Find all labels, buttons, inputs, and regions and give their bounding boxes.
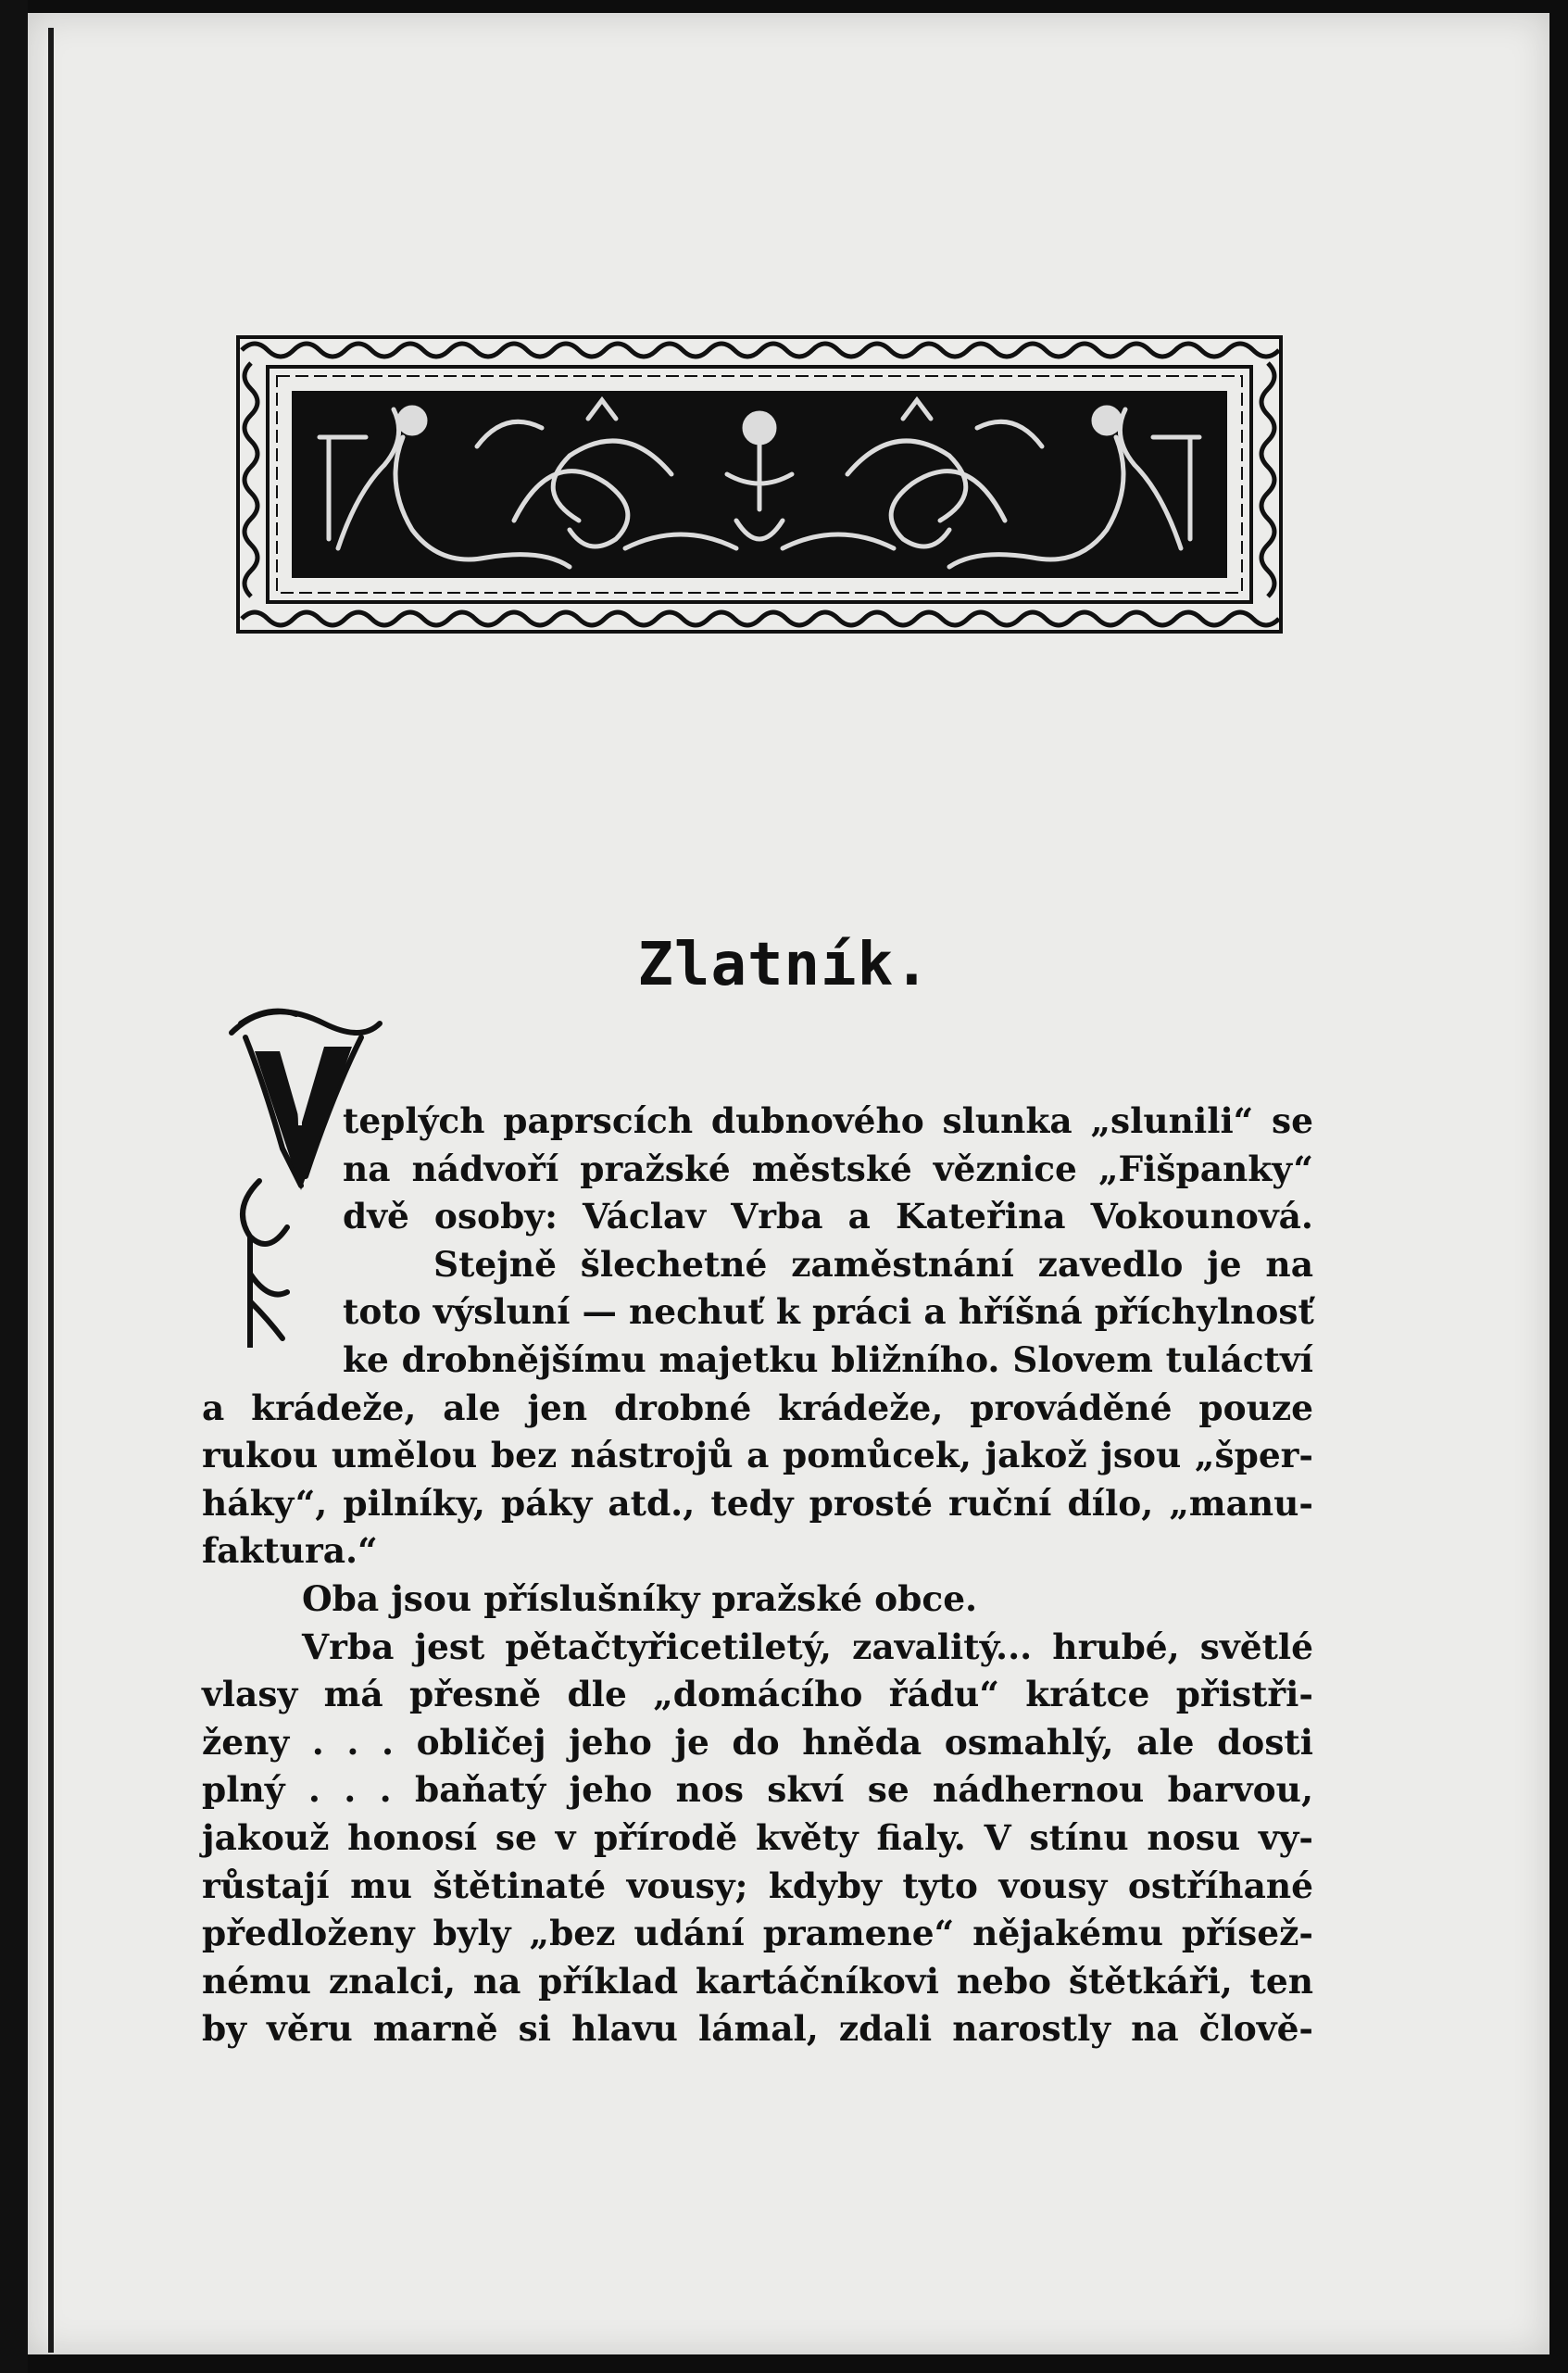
text-line: faktura.“ <box>202 1530 378 1572</box>
text-line: ženy . . . obličej jeho je do hněda osmahlý, ale dosti <box>202 1721 1313 1763</box>
page-edge-line <box>48 28 54 2353</box>
text-line: na nádvoří pražské městské věznice „Fišpanky“ <box>343 1148 1313 1189</box>
text-line: a krádeže, ale jen drobné krádeže, prováděné pouze <box>202 1387 1313 1428</box>
body-text <box>202 1098 1313 2053</box>
text-line: teplých paprscích dubnového slunka „slunili“ se <box>343 1100 1313 1141</box>
text-line: Vrba jest pětačtyřicetiletý, zavalitý... hrubé, světlé <box>302 1626 1313 1667</box>
text-line: nému znalci, na příklad kartáčníkovi nebo štětkáři, ten <box>202 1960 1313 2002</box>
text-line: dvě osoby: Václav Vrba a Kateřina Vokounová. <box>343 1196 1313 1237</box>
book-spine <box>0 0 28 2373</box>
text-line: předloženy byly „bez udání pramene“ nějakému přísež- <box>202 1913 1313 1954</box>
text-line: jakouž honosí se v přírodě květy fialy. V stínu nosu vy- <box>202 1816 1313 1858</box>
text-line: Stejně šlechetné zaměstnání zavedlo je na <box>433 1243 1313 1285</box>
text-line: háky“, pilníky, páky atd., tedy prosté ruční dílo, „manu- <box>202 1482 1313 1524</box>
text-line: rukou umělou bez nástrojů a pomůcek, jakož jsou „šper- <box>202 1435 1313 1476</box>
text-line: plný . . . baňatý jeho nos skví se nádhernou barvou, <box>202 1769 1313 1811</box>
text-line: by věru marně si hlavu lámal, zdali narostly na člově- <box>202 2008 1313 2050</box>
text-line: Oba jsou příslušníky pražské obce. <box>302 1577 978 1619</box>
text-line: ke drobnějšímu majetku bližního. Slovem tuláctví <box>343 1338 1313 1380</box>
chapter-title: Zlatník. <box>637 931 931 999</box>
text-line: toto výsluní — nechuť k práci a hříšná příchylnosť <box>343 1291 1314 1333</box>
grotesque-ornament-band <box>236 335 1283 634</box>
text-line: růstají mu štětinaté vousy; kdyby tyto vousy ostříhané <box>202 1864 1313 1906</box>
text-line: vlasy má přesně dle „domácího řádu“ krátce přistři- <box>202 1674 1313 1715</box>
